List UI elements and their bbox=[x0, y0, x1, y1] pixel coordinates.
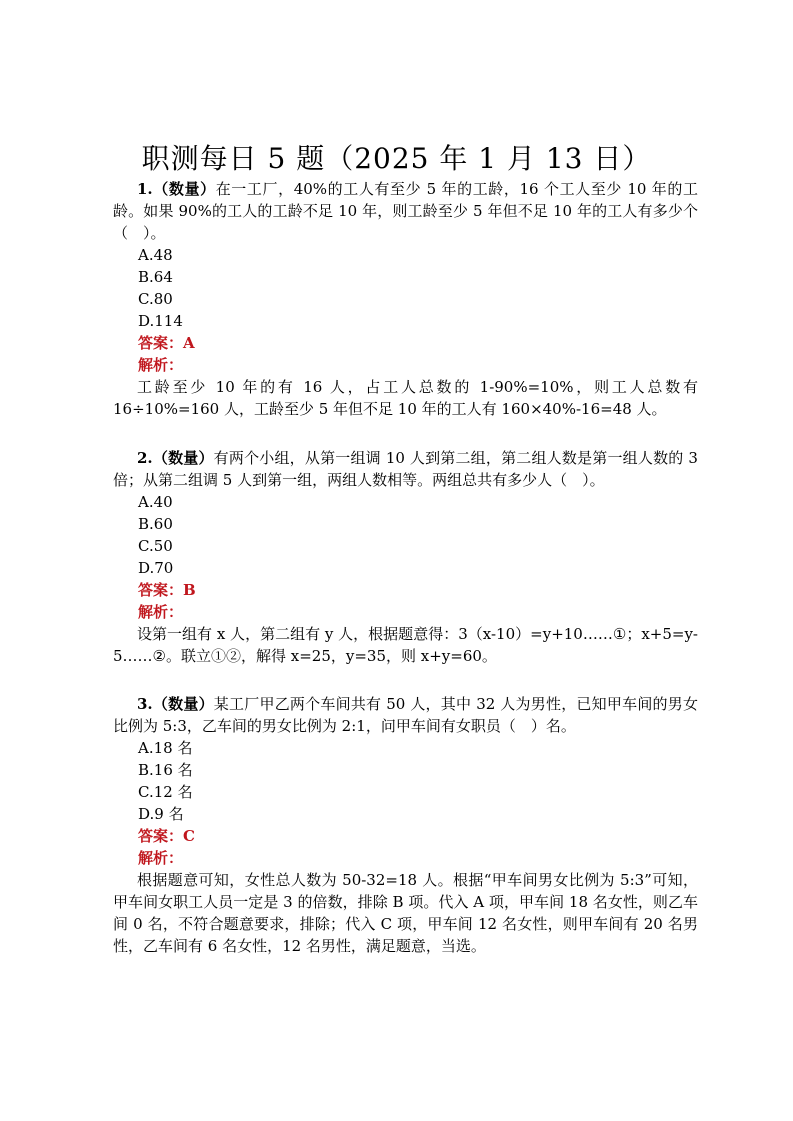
question-tag: （数量） bbox=[152, 180, 216, 198]
question-number: 3. bbox=[137, 695, 153, 713]
question-text: 有两个小组，从第一组调 10 人到第二组，第二组人数是第一组人数的 3 倍；从第二组调 5 人到第一组，两组人数相等。两组总共有多少人（ ）。 bbox=[113, 449, 698, 489]
option-c: C.50 bbox=[138, 537, 173, 555]
answer-label: 答案：A bbox=[138, 334, 195, 352]
question-3 bbox=[113, 693, 698, 957]
answer-label: 答案：B bbox=[138, 581, 196, 599]
analysis-label: 解析： bbox=[138, 603, 184, 621]
page-title: 职测每日 5 题（2025 年 1 月 13 日） bbox=[141, 142, 652, 175]
question-stem bbox=[113, 178, 698, 244]
analysis-label: 解析： bbox=[138, 356, 184, 374]
question-number: 1. bbox=[137, 180, 153, 198]
question-1 bbox=[113, 178, 698, 420]
question-number: 2. bbox=[137, 449, 153, 467]
question-tag: （数量） bbox=[152, 695, 214, 713]
analysis-label: 解析： bbox=[138, 849, 184, 867]
option-d: D.114 bbox=[138, 312, 183, 330]
option-c: C.12 名 bbox=[138, 783, 193, 801]
option-b: B.60 bbox=[138, 515, 173, 533]
option-a: A.18 名 bbox=[138, 739, 193, 757]
analysis-text: 工龄至少 10 年的有 16 人，占工人总数的 1-90%=10%，则工人总数有 16÷10%=160 人，工龄至少 5 年但不足 10 年的工人有 160×40%-16=48 人。 bbox=[113, 378, 698, 418]
question-text: 某工厂甲乙两个车间共有 50 人，其中 32 人为男性，已知甲车间的男女比例为 5:3，乙车间的男女比例为 2:1，问甲车间有女职员（ ）名。 bbox=[113, 695, 698, 735]
option-b: B.64 bbox=[138, 268, 173, 286]
option-d: D.9 名 bbox=[138, 805, 184, 823]
question-2 bbox=[113, 447, 698, 667]
option-a: A.48 bbox=[138, 246, 173, 264]
answer-label: 答案：C bbox=[138, 827, 195, 845]
option-a: A.40 bbox=[138, 493, 173, 511]
option-d: D.70 bbox=[138, 559, 174, 577]
option-c: C.80 bbox=[138, 290, 173, 308]
option-b: B.16 名 bbox=[138, 761, 193, 779]
question-tag: （数量） bbox=[152, 449, 214, 467]
analysis-text: 设第一组有 x 人，第二组有 y 人，根据题意得：3（x-10）=y+10……①；x+5=y-5……②。联立①②，解得 x=25，y=35，则 x+y=60。 bbox=[113, 625, 698, 665]
question-stem bbox=[113, 447, 698, 491]
question-text: 在一工厂，40%的工人有至少 5 年的工龄，16 个工人至少 10 年的工龄。如果 90%的工人的工龄不足 10 年，则工龄至少 5 年但不足 10 年的工人有多少个（ ）。 bbox=[113, 180, 698, 242]
question-stem bbox=[113, 693, 698, 737]
analysis-text: 根据题意可知，女性总人数为 50-32=18 人。根据“甲车间男女比例为 5:3”可知，甲车间女职工人员一定是 3 的倍数，排除 B 项。代入 A 项，甲车间 18 名女性，则乙车间 0 名，不符合题意要求，排除；代入 C 项，甲车间 12 名女性，则甲车间有 20 名男性，乙车间有 6 名女性，12 名男性，满足题意，当选。 bbox=[113, 871, 698, 955]
